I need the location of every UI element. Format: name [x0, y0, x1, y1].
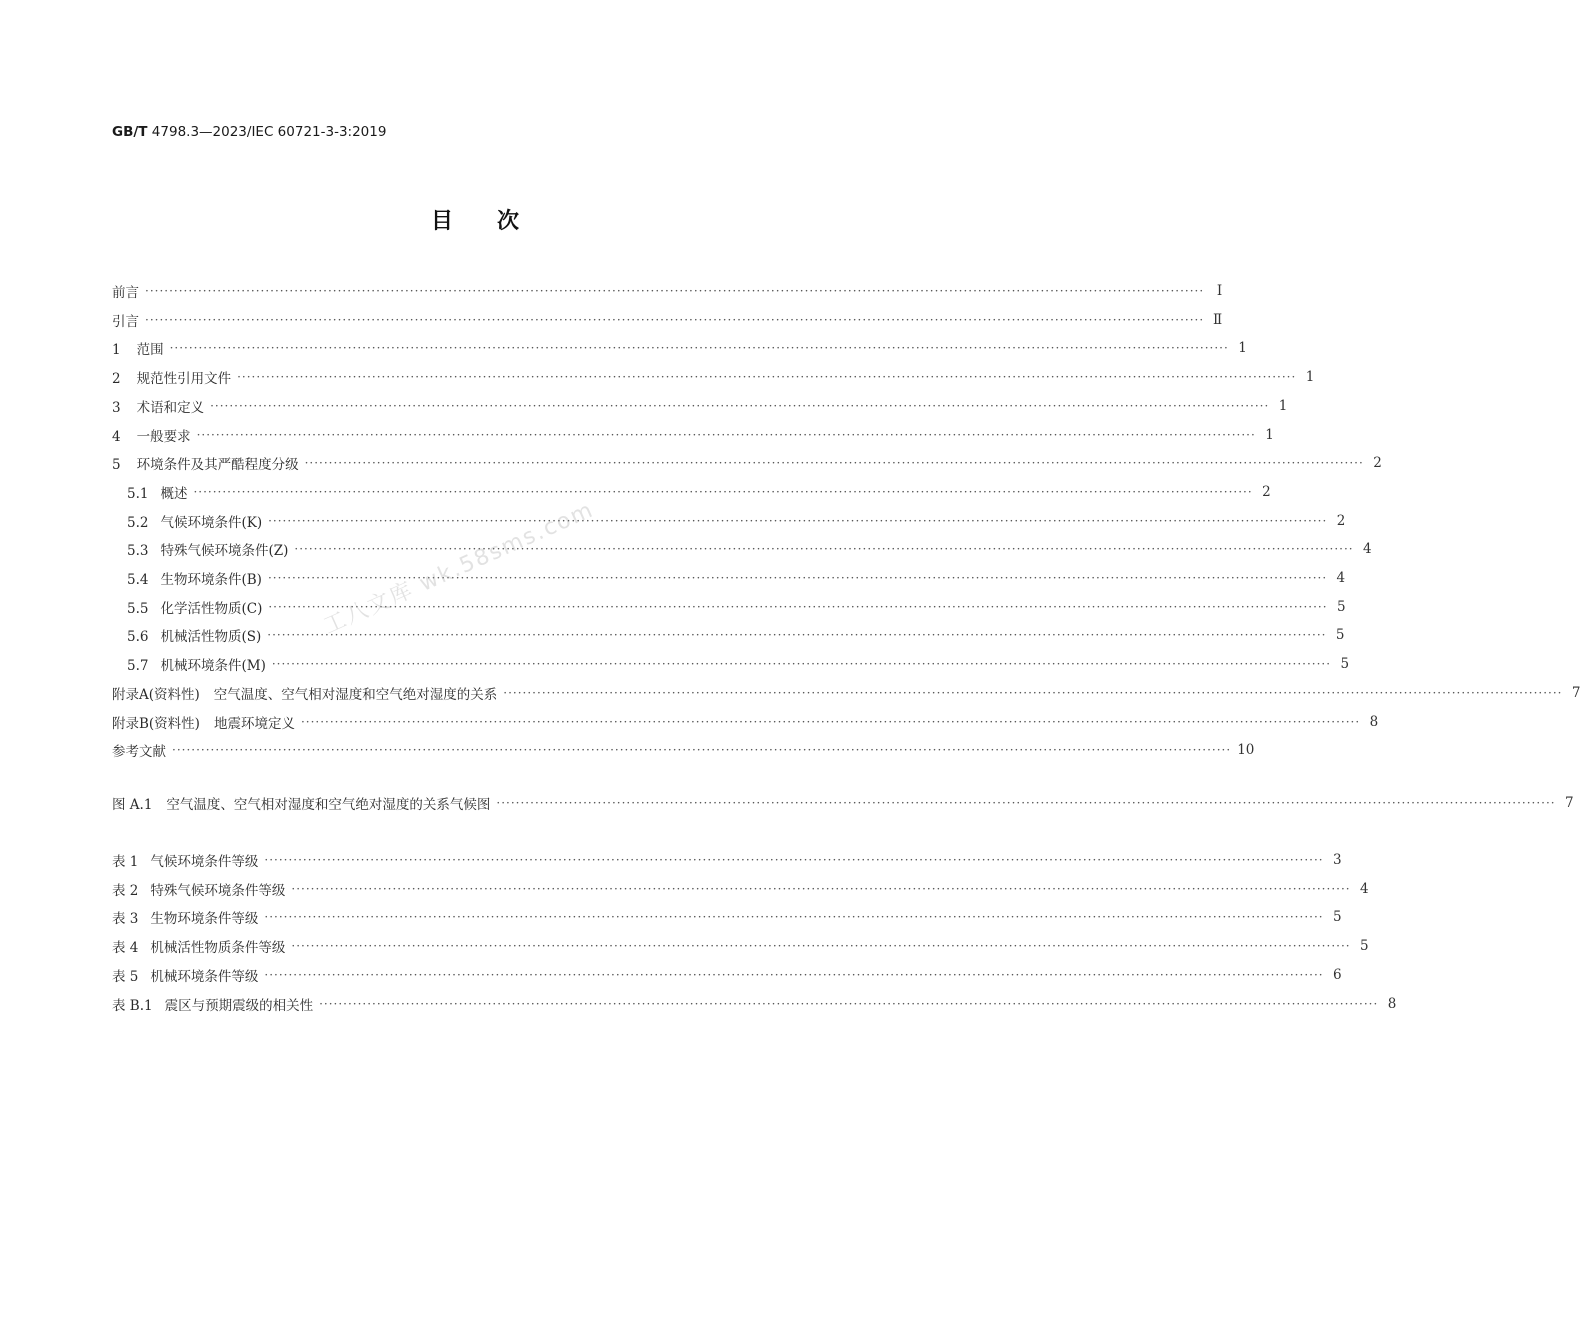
toc-entry[interactable]	[112, 310, 1223, 330]
entry-label	[112, 683, 497, 703]
dot-leader: ····························································································································································································································	[294, 542, 1354, 557]
dot-leader: ····························································································································································································································	[271, 657, 1332, 672]
entry-number: 5.7	[127, 658, 149, 675]
toc-entry[interactable]	[112, 683, 1580, 703]
entry-number: 表 1	[112, 854, 139, 870]
entry-title: 环境条件及其严酷程度分级	[136, 457, 299, 474]
entry-title: 化学活性物质(C)	[160, 600, 263, 617]
entry-title: 术语和定义	[136, 399, 205, 416]
entry-number: 表 2	[112, 882, 139, 899]
entry-label	[112, 425, 191, 445]
dot-leader: ····························································································································································································································	[145, 284, 1205, 298]
page-number: 1	[1238, 340, 1247, 357]
entry-label	[112, 281, 139, 301]
watermark: 工八文库 wk.58sms.com	[320, 497, 598, 640]
entry-title: 机械活性物质条件等级	[150, 940, 286, 957]
entry-label	[112, 367, 231, 387]
entry-label	[112, 793, 490, 813]
page-number: Ⅰ	[1216, 283, 1223, 299]
entry-label	[112, 850, 258, 870]
page-number: 5	[1336, 598, 1346, 615]
entry-title: 引言	[112, 313, 139, 330]
entry-number: 5.3	[127, 543, 149, 560]
entry-title: 参考文献	[112, 744, 166, 761]
toc-entry[interactable]	[112, 425, 1274, 445]
page-number: 8	[1387, 995, 1397, 1012]
entry-title: 震区与预期震级的相关性	[164, 997, 314, 1014]
page-number: 5	[1359, 938, 1369, 955]
table-entry[interactable]	[112, 850, 1342, 870]
entry-title: 规范性引用文件	[136, 371, 232, 388]
entry-number: 5	[112, 457, 121, 474]
page-number: 4	[1359, 880, 1369, 897]
table-entry[interactable]	[112, 965, 1342, 985]
page-number: 1	[1265, 426, 1274, 443]
standard-code	[112, 124, 386, 140]
entry-title: 特殊气候环境条件等级	[150, 882, 286, 899]
entry-label	[112, 879, 285, 899]
entry-label	[112, 539, 288, 559]
entry-label	[112, 396, 204, 416]
entry-label	[112, 597, 262, 617]
entry-number: 5.2	[127, 514, 149, 531]
table-entry[interactable]	[112, 879, 1369, 899]
entry-label	[112, 453, 299, 473]
toc-entry[interactable]	[112, 712, 1379, 732]
dot-leader: ····························································································································································································································	[264, 853, 1324, 867]
dot-leader: ····························································································································································································································	[172, 743, 1232, 758]
dot-leader: ····························································································································································································································	[268, 599, 1328, 614]
entry-title: 一般要求	[136, 428, 191, 445]
entry-title: 范围	[136, 342, 164, 359]
page-number: 5	[1340, 656, 1350, 673]
entry-label	[112, 965, 258, 985]
dot-leader: ····························································································································································································································	[319, 996, 1379, 1011]
dot-leader: ····························································································································································································································	[145, 312, 1205, 327]
entry-number: 图 A.1	[112, 797, 153, 813]
page-number: 10	[1237, 742, 1255, 759]
toc-entry[interactable]	[112, 740, 1255, 761]
entry-label	[112, 936, 285, 956]
entry-number: 5.6	[127, 629, 149, 646]
page-number: 6	[1332, 966, 1342, 983]
entry-title: 生物环境条件(B)	[160, 572, 262, 588]
dot-leader: ····························································································································································································································	[304, 456, 1364, 471]
entry-number: 1	[112, 342, 121, 359]
entry-number: 3	[112, 399, 121, 416]
entry-title: 地震环境定义	[213, 715, 295, 732]
entry-number: 附录A(资料性)	[112, 686, 200, 703]
page-number: Ⅱ	[1213, 311, 1223, 328]
toc-entry[interactable]	[112, 396, 1288, 416]
dot-leader: ····························································································································································································································	[237, 370, 1297, 385]
entry-title: 空气温度、空气相对湿度和空气绝对湿度的关系气候图	[166, 797, 491, 813]
toc-entry[interactable]	[112, 511, 1346, 531]
table-entry[interactable]	[112, 936, 1369, 957]
standard-code-prefix: GB/T	[112, 124, 148, 140]
entry-label	[112, 740, 166, 760]
entry-title: 气候环境条件等级	[150, 854, 259, 870]
dot-leader: ····························································································································································································································	[196, 427, 1256, 442]
entry-number: 4	[112, 428, 121, 445]
dot-leader: ····························································································································································································································	[169, 341, 1229, 356]
page-number: 4	[1363, 541, 1372, 558]
entry-title: 特殊气候环境条件(Z)	[160, 543, 289, 560]
entry-label	[112, 511, 262, 531]
toc-entry[interactable]	[112, 654, 1350, 675]
dot-leader: ····························································································································································································································	[496, 796, 1556, 810]
dot-leader: ····························································································································································································································	[267, 571, 1328, 585]
dot-leader: ····························································································································································································································	[267, 628, 1327, 643]
page-title: 目次	[430, 208, 563, 234]
page-number: 7	[1571, 684, 1580, 701]
entry-number: 表 5	[112, 968, 139, 985]
entry-label	[112, 625, 261, 645]
page-number: 7	[1565, 795, 1574, 811]
page-number: 1	[1278, 397, 1288, 414]
entry-label	[112, 654, 266, 674]
toc-entry[interactable]	[112, 338, 1247, 359]
entry-number: 附录B(资料性)	[112, 715, 200, 732]
dot-leader: ····························································································································································································································	[291, 939, 1351, 954]
dot-leader: ····························································································································································································································	[264, 910, 1324, 925]
toc-entry[interactable]	[112, 625, 1345, 646]
entry-title: 气候环境条件(K)	[160, 514, 263, 531]
page-number: 2	[1373, 455, 1382, 472]
dot-leader: ····························································································································································································································	[291, 881, 1351, 896]
table-entry[interactable]	[112, 994, 1397, 1014]
entry-label	[112, 994, 313, 1014]
entry-label	[112, 712, 295, 732]
page-number: 5	[1335, 627, 1345, 644]
table-entry[interactable]	[112, 907, 1342, 928]
entry-title: 生物环境条件等级	[150, 911, 259, 928]
entry-label	[112, 568, 262, 588]
entry-number: 5.1	[127, 485, 149, 502]
toc-entry[interactable]	[112, 367, 1315, 388]
entry-number: 表 4	[112, 940, 139, 957]
page-number: 4	[1336, 570, 1346, 586]
entry-number: 2	[112, 371, 121, 388]
entry-title: 机械活性物质(S)	[160, 629, 262, 646]
page-number: 1	[1305, 369, 1315, 386]
entry-label	[112, 310, 139, 330]
page-number: 2	[1336, 512, 1346, 529]
entry-title: 前言	[112, 285, 139, 301]
entry-title: 空气温度、空气相对湿度和空气绝对湿度的关系	[213, 686, 498, 703]
page-number: 8	[1369, 713, 1379, 730]
dot-leader: ····························································································································································································································	[193, 484, 1253, 499]
toc-entry[interactable]	[112, 597, 1346, 617]
dot-leader: ····························································································································································································································	[264, 967, 1324, 982]
page-number: 5	[1332, 909, 1342, 926]
entry-label	[112, 338, 164, 358]
entry-number: 5.4	[127, 572, 149, 588]
standard-code-number: 4798.3—2023/IEC 60721-3-3:2019	[147, 124, 387, 140]
entry-label	[112, 907, 258, 927]
dot-leader: ····························································································································································································································	[210, 398, 1270, 413]
entry-title: 机械环境条件(M)	[160, 658, 266, 675]
page-number: 3	[1332, 852, 1342, 868]
dot-leader: ····························································································································································································································	[503, 685, 1563, 700]
toc-entry[interactable]	[112, 482, 1271, 502]
entry-number: 表 3	[112, 911, 139, 928]
entry-title: 概述	[160, 485, 188, 502]
entry-number: 5.5	[127, 600, 149, 617]
entry-title: 机械环境条件等级	[150, 968, 259, 985]
figure-entry[interactable]	[112, 793, 1574, 813]
entry-label	[112, 482, 187, 502]
dot-leader: ····························································································································································································································	[300, 714, 1361, 729]
toc-entry[interactable]	[112, 281, 1223, 301]
page-number: 2	[1262, 483, 1271, 500]
toc-entry[interactable]	[112, 453, 1382, 474]
entry-number: 表 B.1	[112, 997, 153, 1014]
dot-leader: ····························································································································································································································	[268, 513, 1328, 528]
